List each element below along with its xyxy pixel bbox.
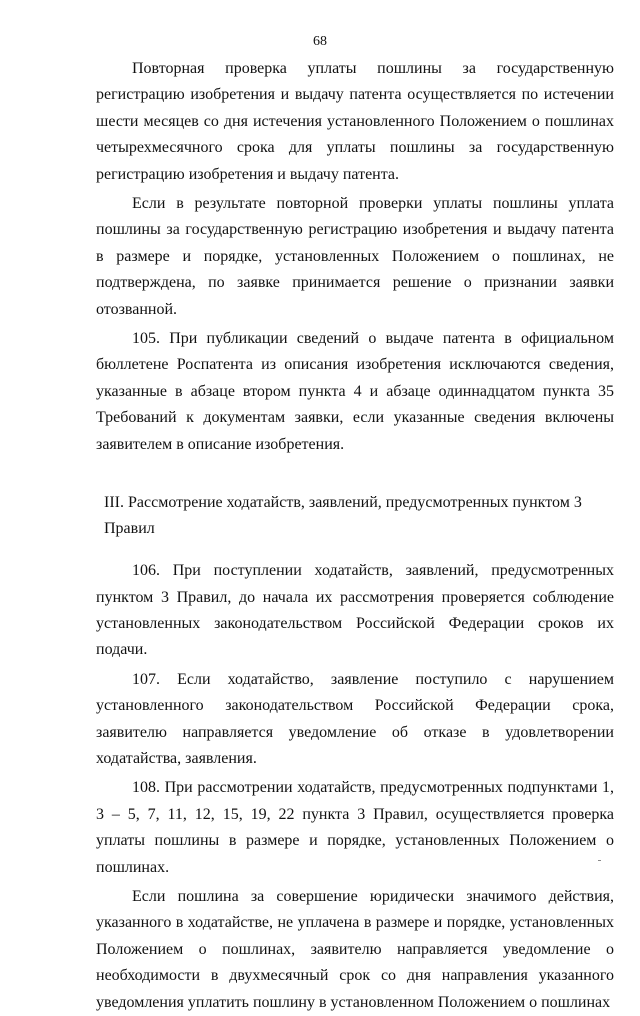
paragraph-repeat-check: Повторная проверка уплаты пошлины за государственную регистрацию изобретения и выдачу патента осуществляется по истечении шести месяцев со дня истечения установленного Положением о пошлинах четырехмесячного срока для уплаты пошлины за государственную регистрацию изобретения и выдачу патента. [96, 60, 614, 183]
scan-speck [598, 860, 601, 861]
paragraph-108: 108. При рассмотрении ходатайств, предусмотренных подпунктами 1, 3 – 5, 7, 11, 12, 15, 19, 22 пункта 3 Правил, осуществляется проверка уплаты пошлины в размере и порядке, установленных Положением о пошлинах. [96, 779, 614, 876]
paragraph-withdrawal-decision: Если в результате повторной проверки уплаты пошлины уплата пошлины за государственную регистрацию изобретения и выдачу патента в размере и порядке, установленных Положением о пошлинах, не подтверждена, по заявке принимается решение о признании заявки отозванной. [96, 195, 614, 318]
paragraph-fee-not-paid: Если пошлина за совершение юридически значимого действия, указанного в ходатайстве, не уплачена в размере и порядке, установленных Положением о пошлинах, заявителю направляется уведомление о необходимости в двухмесячный срок со дня направления указанного уведомления уплатить пошлину в установленном Положением о пошлинах [96, 887, 614, 1011]
paragraph-105: 105. При публикации сведений о выдаче патента в официальном бюллетене Роспатента из описания изобретения исключаются сведения, указанные в абзаце втором пункта 4 и абзаце одиннадцатом пункта 35 Требований к документам заявки, если указанные сведения включены заявителем в описание изобретения. [96, 330, 614, 453]
paragraph-107: 107. Если ходатайство, заявление поступило с нарушением установленного законодательством Российской Федерации срока, заявителю направляется уведомление об отказе в удовлетворении ходатайства, заявления. [96, 670, 614, 767]
paragraph-106: 106. При поступлении ходатайств, заявлений, предусмотренных пунктом 3 Правил, до начала их рассмотрения проверяется соблюдение установленных законодательством Российской Федерации сроков их подачи. [96, 562, 614, 659]
section-heading: III. Рассмотрение ходатайств, заявлений, предусмотренных пунктом 3 Правил [104, 494, 582, 538]
document-body [96, 56, 614, 1016]
page-number: 68 [313, 34, 327, 49]
